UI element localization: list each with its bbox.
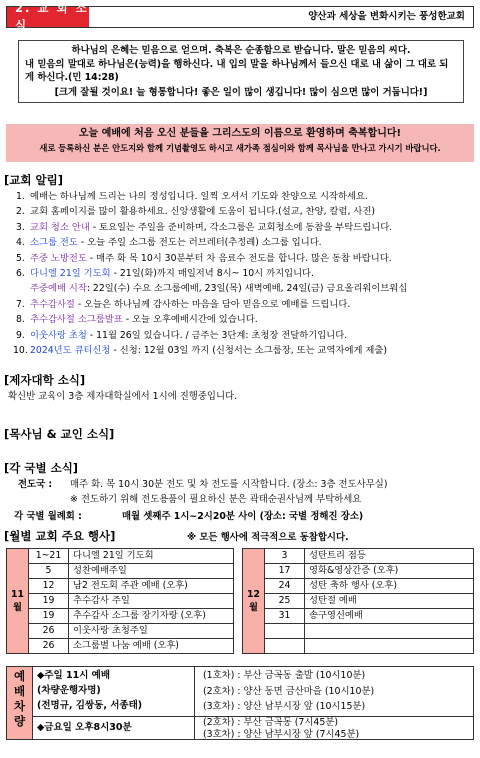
- friday-service: [33, 717, 194, 739]
- notice-item: [16, 328, 476, 343]
- notice-body: : 22일(수) 수요 소그룹예배, 23일(목) 새벽예배, 24일(금) 금요올리워이브워십: [86, 283, 408, 295]
- november-row: [7, 624, 234, 639]
- notice-highlight: 다니엘 21일 기도회: [30, 268, 111, 280]
- notices-list: [13, 189, 476, 358]
- november-event: 추수감사 소그룹 장기자랑 (오후): [69, 609, 234, 624]
- notice-number: 10.: [13, 345, 28, 357]
- december-row: [243, 594, 474, 609]
- december-event: 성탄 축하 행사 (오후): [305, 579, 474, 594]
- verse-line-1: 하나님의 은혜는 믿음으로 얻으며. 축복은 순종함으로 받습니다. 말은 믿음의 씨다.: [71, 45, 411, 56]
- december-row: [243, 564, 474, 579]
- november-row: [7, 564, 234, 579]
- december-day: 3: [265, 549, 305, 564]
- notice-text: [30, 235, 322, 250]
- notice-text: [30, 328, 347, 343]
- sunday-drivers: (전명규, 김쌍동, 서종태): [37, 700, 143, 711]
- november-event: 소그룹별 나눔 예배 (오후): [69, 639, 234, 654]
- sunday-service: [33, 667, 194, 717]
- notice-body: 교회 홈페이지를 많이 활용하세요. 신앙생활에 도움이 됩니다.(설교, 찬양, 칼럼, 사진): [30, 206, 375, 218]
- notice-number: 3.: [16, 221, 25, 233]
- december-day: 17: [265, 564, 305, 579]
- friday-routes: [195, 717, 473, 741]
- notice-number: 8.: [16, 314, 25, 326]
- notice-text: [30, 220, 392, 235]
- notice-body: - 오늘 주일 소그룹 전도는 러브레터(추정례) 소그룹 입니다.: [77, 237, 322, 249]
- notice-text: [30, 343, 387, 358]
- december-month-suffix: 월: [249, 602, 258, 613]
- notice-body: - 신청: 12월 03일 까지 (신청서는 소그룹장, 또는 교역자에게 제출): [110, 345, 387, 357]
- notice-highlight: 2024년도 큐티신청: [30, 345, 111, 357]
- notice-body: - 매주 화 목 10시 30분부터 차 음료수 전도를 합니다. 많은 동참 바랍니다.: [86, 252, 392, 264]
- seminary-heading: [제자대학 소식]: [4, 373, 86, 387]
- evangelism-label: 전도국 :: [18, 479, 53, 490]
- november-table: [6, 548, 234, 654]
- seminary-text: 확신반 교육이 3층 제자대학실에서 1시에 진행중입니다.: [8, 391, 238, 402]
- notice-item: [16, 189, 476, 204]
- notice-number: 2.: [16, 206, 25, 218]
- november-row: [7, 639, 234, 654]
- section-title: 2. 교 회 소 식: [7, 7, 89, 27]
- welcome-line-1: 오늘 예배에 처음 오신 분들을 그리스도의 이름으로 환영하며 축복합니다!: [78, 128, 402, 139]
- sunday-route: (3호차) : 양산 남부시장 앞 (10시15분): [203, 701, 366, 712]
- notice-highlight: 주중예배 시작: [30, 283, 87, 295]
- friday-route: (2호차) : 부산 금곡동 (7시45분): [203, 716, 339, 728]
- december-row: [243, 639, 474, 654]
- december-table: [242, 548, 474, 654]
- november-row: [7, 594, 234, 609]
- december-event: 성탄트리 점등: [305, 549, 474, 564]
- notice-body: 예배는 하나님께 드리는 나의 정성입니다. 일찍 오셔서 기도와 찬양으로 시작하세요.: [30, 191, 368, 202]
- notice-text: [30, 297, 350, 312]
- november-row: [7, 609, 234, 624]
- november-month-number: 11: [11, 588, 24, 600]
- november-row: [7, 579, 234, 594]
- vehicle-routes: [195, 667, 473, 739]
- notice-body: - 토요일는 주일을 준비하며, 각소그룹은 교회청소에 동참을 부탁드립니다.: [89, 221, 393, 233]
- notice-item: [16, 266, 476, 281]
- december-event: 영화&영상간증 (오후): [305, 564, 474, 579]
- vehicle-label-char: 배: [13, 684, 26, 698]
- verse-line-3: [크게 잘될 것이요! 늘 형통합니다! 좋은 일이 많이 생깁니다! 많이 심으면 많이 거둡니다!]: [54, 86, 428, 98]
- november-event: 다니엘 21일 기도회: [69, 549, 234, 564]
- december-day: [265, 639, 305, 654]
- vehicle-services: [33, 667, 195, 739]
- vehicle-label-char: 량: [13, 714, 26, 728]
- notice-item: [16, 204, 476, 219]
- notice-text: [30, 251, 392, 266]
- december-event: 송구영신예배: [305, 609, 474, 624]
- sunday-route: (2호차) : 양산 동면 금산마을 (10시10분): [203, 685, 375, 697]
- december-event: [305, 624, 474, 639]
- notice-body: - 11월 26일 있습니다. / 금주는 3단계: 초청장 전달하기입니다.: [86, 329, 348, 341]
- notice-text: [30, 281, 407, 296]
- december-row: [243, 624, 474, 639]
- sunday-title: ◆주일 11시 예배: [37, 670, 111, 681]
- notice-highlight: 교회 청소 안내: [30, 221, 90, 233]
- friday-route: (3호차) : 양산 남부시장 앞 (7시45분): [203, 728, 360, 740]
- december-month-label: [243, 549, 265, 654]
- meeting-text: 매월 셋째주 1시~2시20분 사이 (장소: 국별 정해진 장소): [122, 511, 364, 522]
- november-day: 26: [29, 639, 69, 654]
- notice-highlight: 소그룹 전도: [30, 237, 78, 249]
- november-event: 추수감사 주일: [69, 594, 234, 609]
- notice-item: [16, 297, 476, 312]
- notice-number: 6.: [16, 268, 25, 280]
- notice-number: 5.: [16, 252, 25, 264]
- notices-heading: [교회 알림]: [4, 173, 63, 187]
- pastor-heading: [목사님 & 교인 소식]: [4, 427, 115, 441]
- december-event: [305, 639, 474, 654]
- sunday-route: (1호차) : 부산 금곡동 출발 (10시10분): [203, 670, 366, 681]
- friday-title: ◆금요일 오후8시30분: [37, 722, 132, 733]
- notice-highlight: 추수감사절 소그룹발표: [30, 314, 123, 326]
- november-day: 26: [29, 624, 69, 639]
- notice-text: [30, 204, 375, 219]
- november-day: 5: [29, 564, 69, 579]
- november-month-suffix: 월: [13, 602, 22, 613]
- december-row: [243, 609, 474, 624]
- notice-item: [16, 235, 476, 250]
- notice-item: [16, 312, 476, 327]
- vehicle-label: [7, 667, 33, 739]
- notice-item: [16, 251, 476, 266]
- vehicle-section: [6, 666, 474, 740]
- november-day: 12: [29, 579, 69, 594]
- november-event: 이웃사랑 초청주일: [69, 624, 234, 639]
- notice-number: [16, 281, 30, 296]
- november-day: 19: [29, 594, 69, 609]
- december-day: 24: [265, 579, 305, 594]
- december-row: [243, 549, 474, 564]
- december-day: [265, 624, 305, 639]
- notice-highlight: 주중 노방전도: [30, 252, 87, 264]
- verse-box: [18, 40, 464, 103]
- welcome-line-2: 새로 등록하신 분은 안도지와 함께 기념촬영도 하시고 새가족 점심이와 함께 목사님을 만나고 가시기 바랍니다.: [39, 142, 441, 153]
- welcome-banner: [6, 124, 474, 162]
- november-day: 1~21: [29, 549, 69, 564]
- section-header: [6, 1, 474, 32]
- meeting-label: 각 국별 월례회 :: [14, 511, 82, 522]
- november-event: 성찬예배주일: [69, 564, 234, 579]
- november-day: 19: [29, 609, 69, 624]
- vehicle-label-char: 예: [13, 669, 26, 683]
- schedule-heading: [월별 교회 주요 행사]: [4, 529, 116, 543]
- evangelism-note: ※ 전도하기 위해 전도용품이 필요하신 분은 곽태순권사님께 부탁하세요: [70, 494, 362, 505]
- notice-body: - 오늘은 하나님께 감사하는 마음을 담아 믿음으로 예배를 드립니다.: [74, 298, 351, 310]
- sunday-routes: [195, 667, 473, 717]
- december-event: 성탄절 예배: [305, 594, 474, 609]
- december-day: 31: [265, 609, 305, 624]
- notice-number: 1.: [16, 191, 25, 202]
- notice-number: 7.: [16, 298, 25, 310]
- notice-item: [13, 343, 476, 358]
- notice-body: - 오늘 오후예배시간에 있습니다.: [122, 314, 258, 326]
- notice-item: [16, 220, 476, 235]
- evangelism-text: 매주 화. 목 10시 30분 전도 및 차 전도를 시작합니다. (장소: 3층 전도사무실): [70, 479, 388, 490]
- vehicle-label-char: 차: [13, 699, 26, 713]
- departments-heading: [각 국별 소식]: [4, 461, 79, 475]
- schedule-note: ※ 모든 행사에 적극적으로 동참합시다.: [187, 532, 349, 543]
- november-month-label: [7, 549, 29, 654]
- notice-number: 4.: [16, 237, 25, 249]
- november-event: 남2 전도회 주관 예배 (오후): [69, 579, 234, 594]
- december-month-number: 12: [247, 588, 260, 600]
- notice-highlight: 추수감사절: [30, 298, 75, 310]
- notice-highlight: 이웃사랑 초청: [30, 329, 87, 341]
- december-day: 25: [265, 594, 305, 609]
- church-slogan: 양산과 세상을 변화시키는 풍성한교회: [308, 11, 465, 23]
- notice-body: - 21일(화)까지 매일저녁 8시~ 10시 까지입니다.: [110, 268, 314, 280]
- notice-text: [30, 312, 258, 327]
- verse-line-2: 내 믿음의 말대로 하나님은(능력)을 행하신다. 내 입의 말을 하나님께서 들으신 대로 내 삶이 그 대로 되게 하신다.(민 14:28): [25, 58, 449, 84]
- notice-text: [30, 189, 368, 204]
- notice-item: [16, 281, 476, 296]
- december-row: [243, 579, 474, 594]
- november-row: [7, 549, 234, 564]
- notice-number: 9.: [16, 329, 25, 341]
- notice-text: [30, 266, 314, 281]
- sunday-drivers-label: (차량운행자명): [37, 685, 101, 696]
